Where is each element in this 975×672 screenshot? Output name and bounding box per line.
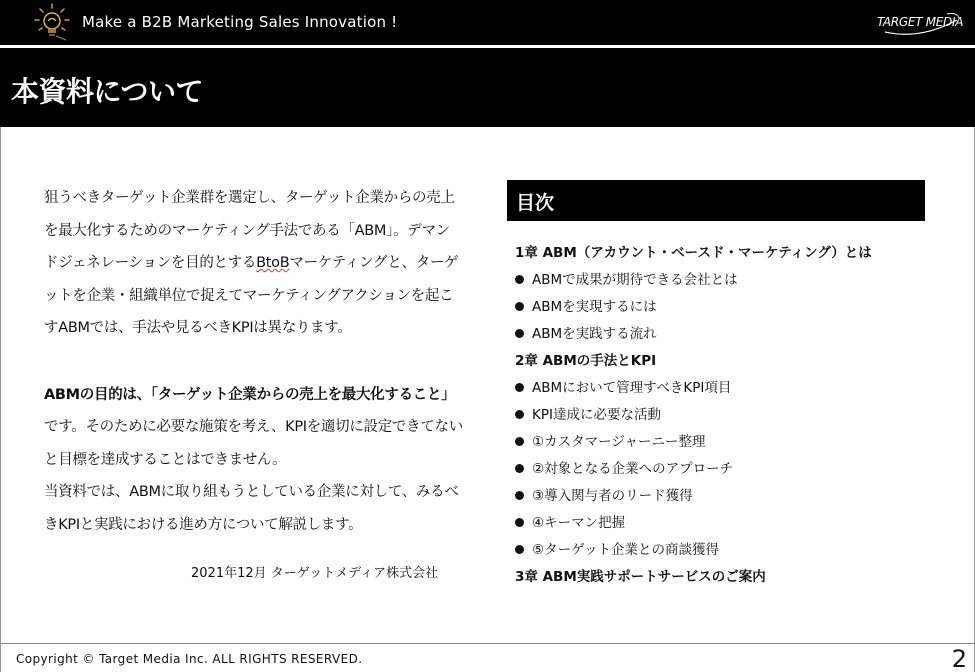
toc-entry-text: ③導入関与者のリード獲得 [532, 488, 693, 504]
spellcheck-underlined-word: BtoB [256, 255, 290, 271]
intro-text-part: 狙うべきターゲット企業群を選定し、ターゲット企業からの売上を最大化するためのマーケティング手法である「ABM」。デマンドジェネレーションを目的とする [44, 190, 455, 271]
toc-chapter [515, 241, 955, 268]
toc-item [515, 538, 955, 565]
toc-entry-text: ABMを実現するには [532, 299, 657, 315]
toc-item [515, 268, 955, 295]
toc-item [515, 322, 955, 349]
target-media-logo [877, 8, 963, 38]
bullet-icon [515, 329, 524, 338]
toc-entry-text: ABMにおいて管理すべきKPI項目 [532, 380, 732, 396]
toc-item [515, 511, 955, 538]
toc-entry-text: ⑤ターゲット企業との商談獲得 [532, 542, 720, 558]
bullet-icon [515, 275, 524, 284]
date-and-company: 2021年12月 ターゲットメディア株式会社 [191, 566, 439, 581]
intro-paragraph-1 [44, 182, 464, 345]
toc-item [515, 430, 955, 457]
intro-text-block [44, 182, 464, 541]
brand-name: TARGET MEDIA [877, 15, 964, 29]
intro-text-part: です。そのために必要な施策を考え、KPIを適切に設定できてないと目標を達成することはできません。 [44, 419, 463, 468]
toc-chapter [515, 349, 955, 376]
page-title: 本資料について [11, 75, 203, 108]
toc-entry-text: ABMを実践する流れ [532, 326, 657, 342]
bullet-icon [515, 437, 524, 446]
page-number: 2 [951, 645, 967, 672]
bullet-icon [515, 383, 524, 392]
intro-text-part: マーケティングと、ターゲットを企業・組織単位で捉えてマーケティングアクションを起こすABMでは、手法や見るべきKPIは異なります。 [44, 255, 459, 336]
table-of-contents [515, 241, 955, 592]
toc-item [515, 484, 955, 511]
toc-entry-text: ④キーマン把握 [532, 515, 626, 531]
bullet-icon [515, 464, 524, 473]
toc-item [515, 457, 955, 484]
toc-heading-bar [507, 180, 925, 221]
bullet-icon [515, 545, 524, 554]
top-header-bar [0, 0, 975, 45]
toc-heading: 目次 [516, 192, 555, 214]
lightbulb-icon [30, 2, 74, 42]
toc-entry-text: 2章 ABMの手法とKPI [515, 353, 657, 369]
bullet-icon [515, 410, 524, 419]
toc-entry-text: ②対象となる企業へのアプローチ [532, 461, 734, 477]
intro-paragraph-2 [44, 379, 464, 542]
toc-item [515, 376, 955, 403]
title-bar [0, 48, 975, 127]
toc-item [515, 295, 955, 322]
bullet-icon [515, 518, 524, 527]
toc-entry-text: KPI達成に必要な活動 [532, 407, 661, 423]
toc-item [515, 403, 955, 430]
bullet-icon [515, 302, 524, 311]
copyright-notice: Copyright © Target Media Inc. ALL RIGHTS RESERVED. [16, 652, 363, 666]
toc-chapter [515, 565, 955, 592]
toc-entry-text: ABMで成果が期待できる会社とは [532, 272, 738, 288]
toc-entry-text: ①カスタマージャーニー整理 [532, 434, 706, 450]
toc-entry-text: 3章 ABM実践サポートサービスのご案内 [515, 569, 766, 585]
frame-left-border [0, 127, 1, 672]
bullet-icon [515, 491, 524, 500]
abm-goal-bold: ABMの目的は、「ターゲット企業からの売上を最大化すること」 [44, 386, 456, 403]
footer-divider [0, 643, 975, 644]
intro-paragraph-3: 当資料では、ABMに取り組もうとしている企業に対して、みるべきKPIと実践における進め方について解説します。 [44, 484, 459, 533]
toc-entry-text: 1章 ABM（アカウント・ベースド・マーケティング）とは [515, 245, 872, 261]
header-tagline: Make a B2B Marketing Sales Innovation ! [82, 13, 398, 31]
